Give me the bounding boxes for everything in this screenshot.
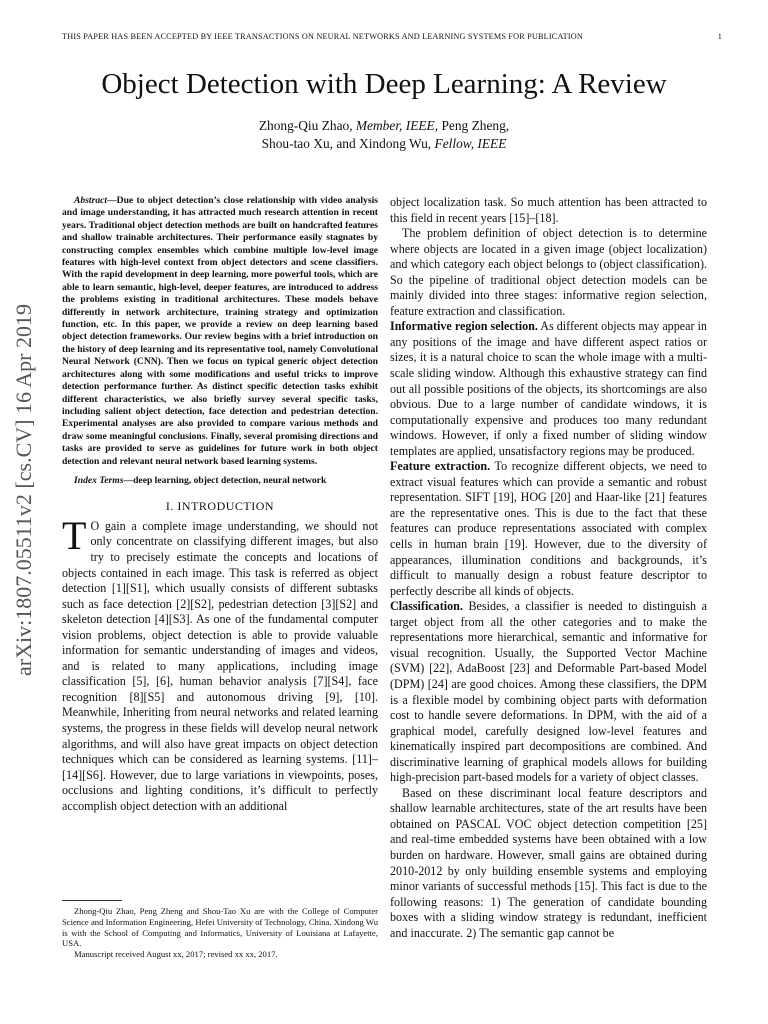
footnote-affiliations: Zhong-Qiu Zhao, Peng Zheng and Shou-Tao Xu are with the College of Computer Science and Information Engineering, Hefei University of Technology, China. Xindong Wu is with the School of Computing and Informatics, University of Louisiana at Lafayette, USA. <box>62 906 378 949</box>
section-heading-introduction: I. INTRODUCTION <box>165 499 275 514</box>
page-number: 1 <box>717 32 722 41</box>
right-paragraph-0: object localization task. So much attention has been attracted to this field in recent years [15]–[18]. <box>390 195 707 225</box>
header-text: THIS PAPER HAS BEEN ACCEPTED BY IEEE TRANSACTIONS ON NEURAL NETWORKS AND LEARNING SYSTEMS FOR PUBLICATION <box>62 32 583 41</box>
drop-cap: T <box>62 512 87 558</box>
footnote-rule <box>62 900 122 901</box>
abstract-label: Abstract <box>74 195 108 206</box>
subhead-region-selection: Informative region selection. <box>390 319 538 334</box>
author-names-1: Zhong-Qiu Zhao, <box>258 118 356 133</box>
index-terms-text: —deep learning, object detection, neural network <box>123 474 327 486</box>
author-names-2: Shou-tao Xu, and Xindong Wu, <box>261 136 435 151</box>
paper-title: Object Detection with Deep Learning: A Review <box>101 68 667 100</box>
right-column <box>390 195 707 941</box>
author-block <box>0 117 768 153</box>
classification-text: Besides, a classifier is needed to distinguish a target object from all the other categories and to make the representations more hierarchical, semantic and informative for visual recognition. Usually, the Supported Vector Machine (SVM) [22], AdaBoost [23] and Deformable Part-based Model (DPM) [24] are good choices. Among these classifiers, the DPM is a flexible model by combining object parts with deformation cost to handle severe deformations. In DPM, with the aid of a graphical model, carefully designed low-level features and kinematically inspired part decompositions are combined. And discriminative learning of graphical models allows for building high-precision part-based models for a variety of object classes. <box>390 599 707 785</box>
abstract <box>62 195 378 468</box>
author-line-2 <box>0 135 768 153</box>
footnote-manuscript: Manuscript received August xx, 2017; revised xx xx, 2017. <box>74 949 278 960</box>
author-line-1 <box>0 117 768 135</box>
arxiv-stamp <box>4 270 44 710</box>
running-header <box>62 32 722 41</box>
right-paragraph-5: Based on these discriminant local feature descriptors and shallow learnable architectures, state of the art results have been obtained on PASCAL VOC object detection competition [25] and real-time embedded systems have been obtained with a low burden on hardware. However, small gains are obtained during 2010-2012 by only building ensemble systems and employing minor variants of successful methods [15]. This fact is due to the following reasons: 1) The generation of candidate bounding boxes with a sliding window strategy is redundant, inefficient and inaccurate. 2) The semantic gap cannot be <box>390 785 707 940</box>
region-selection-text: As different objects may appear in any positions of the image and have different aspect ratios or sizes, it is a natural choice to scan the whole image with a multi-scale sliding window. Although this exhaustive strategy can find out all possible positions of the objects, its shortcomings are also obvious. Due to a large number of candidate windows, it is computationally expensive and produces too many redundant windows. However, if only a fixed number of sliding window templates are applied, unsatisfactory regions may be produced. <box>390 319 707 458</box>
left-column <box>62 195 378 814</box>
abstract-text: —Due to object detection’s close relationship with video analysis and image understanding, it has attracted much research attention in recent years. Traditional object detection methods are built on handcrafted features and shallow trainable architectures. Their performance easily stagnates by constructing complex ensembles which combine multiple low-level image features with high-level context from object detectors and scene classifiers. With the rapid development in deep learning, more powerful tools, which are able to learn semantic, high-level, deeper features, are introduced to address the problems existing in traditional architectures. These models behave differently in network architecture, training strategy and optimization function, etc. In this paper, we provide a review on deep learning based object detection frameworks. Our review begins with a brief introduction on the history of deep learning and its representative tool, namely Convolutional Neural Network (CNN). Then we focus on typical generic object detection architectures along with some modifications and useful tricks to improve detection performance further. As distinct specific detection tasks exhibit different characteristics, we also briefly survey several specific tasks, including salient object detection, face detection and pedestrian detection. Experimental analyses are also provided to compare various methods and draw some meaningful conclusions. Finally, several promising directions and tasks are provided to serve as guidelines for future work in both object detection and relevant neural network based learning systems. <box>62 195 378 467</box>
right-paragraph-3 <box>390 459 707 599</box>
intro-paragraph <box>62 512 378 814</box>
subhead-classification: Classification. <box>390 599 463 614</box>
right-paragraph-2 <box>390 319 707 459</box>
arxiv-id: arXiv:1807.05511v2 [cs.CV] 16 Apr 2019 <box>11 304 36 676</box>
author-names-1b: Peng Zheng, <box>438 118 510 133</box>
author-affil-1: Member, IEEE, <box>355 118 439 133</box>
right-paragraph-4 <box>390 599 707 786</box>
right-paragraph-1: The problem definition of object detection is to determine where objects are located in a given image (object localization) and which category each object belongs to (object classification). So the pipeline of traditional object detection models can be mainly divided into three stages: informative region selection, feature extraction and classification. <box>390 226 707 318</box>
intro-text: O gain a complete image understanding, we should not only concentrate on classifying different images, but also try to precisely estimate the concepts and locations of objects contained in each image. This task is referred as object detection [1][S1], which usually consists of different subtasks such as face detection [2][S2], pedestrian detection [3][S2] and skeleton detection [4][S3]. As one of the fundamental computer vision problems, object detection is able to provide valuable information for semantic understanding of images and videos, and is related to many applications, including image classification [5], [6], human behavior analysis [7][S4], face recognition [8][S5] and autonomous driving [9], [10]. Meanwhile, Inheriting from neural networks and related learning systems, the progress in these fields will develop neural network algorithms, and will also have great impacts on object detection techniques which can be considered as learning systems. [11]–[14][S6]. However, due to large variations in viewpoints, poses, occlusions and lighting conditions, it’s difficult to perfectly accomplish object detection with an additional <box>62 518 378 813</box>
author-affil-2: Fellow, IEEE <box>434 136 507 151</box>
index-terms <box>62 475 378 487</box>
index-terms-label: Index Terms <box>74 474 124 486</box>
subhead-feature-extraction: Feature extraction. <box>390 459 491 474</box>
feature-extraction-text: To recognize different objects, we need to extract visual features which can provide a semantic and robust representation. SIFT [19], HOG [20] and Haar-like [21] features are the representative ones. This is due to the fact that these features can produce representations associated with complex cells in human brain [19]. However, due to the diversity of appearances, illumination conditions and backgrounds, it’s difficult to manually design a robust feature descriptor to perfectly describe all kinds of objects. <box>390 459 707 598</box>
footnote <box>62 906 378 960</box>
